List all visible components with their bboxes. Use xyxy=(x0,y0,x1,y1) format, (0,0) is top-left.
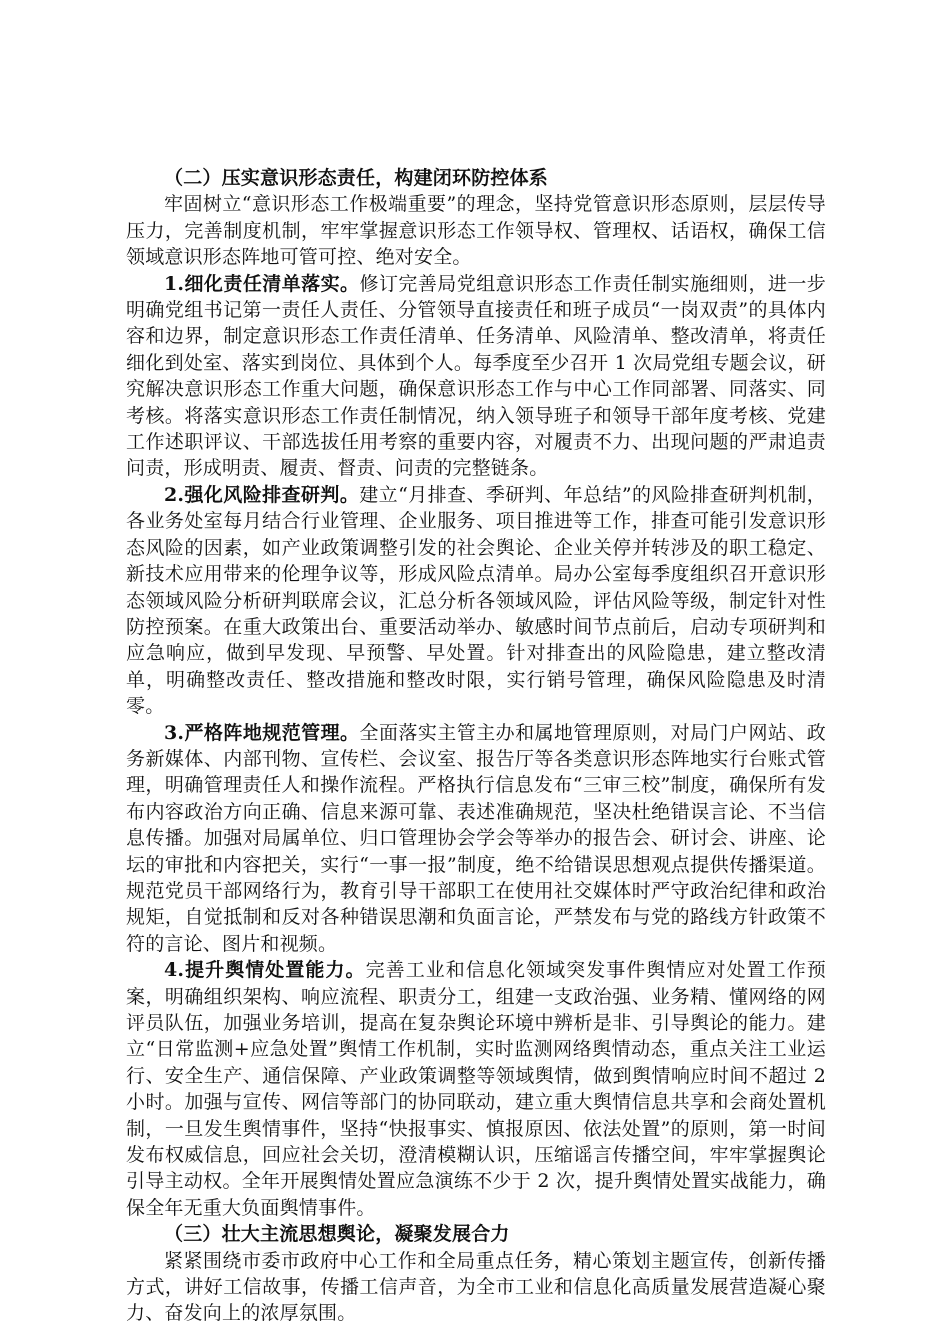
section-3-intro: 紧紧围绕市委市政府中心工作和全局重点任务，精心策划主题宣传，创新传播方式，讲好工信故事，传播工信声音，为全市工业和信息化高质量发展营造凝心聚力、奋发向上的浓厚氛围。 xyxy=(126,1249,826,1325)
item-4-paragraph xyxy=(126,957,826,1221)
item-3-lead: 3.严格阵地规范管理。 xyxy=(164,721,360,744)
section-2-intro: 牢固树立“意识形态工作极端重要”的理念，坚持党管意识形态原则，层层传导压力，完善制度机制，牢牢掌握意识形态工作领导权、管理权、话语权，确保工信领域意识形态阵地可管可控、绝对安全。 xyxy=(126,193,826,269)
item-4-body: 完善工业和信息化领域突发事件舆情应对处置工作预案，明确组织架构、响应流程、职责分工，组建一支政治强、业务精、懂网络的网评员队伍，加强业务培训，提高在复杂舆论环境中辨析是非、引导舆论的能力。建立“日常监测+应急处置”舆情工作机制，实时监测网络舆情动态，重点关注工业运行、安全生产、通信保障、产业政策调整等领域舆情，做到舆情响应时间不超过 2 小时。加强与宣传、网信等部门的协同联动，建立重大舆情信息共享和会商处置机制，一旦发生舆情事件，坚持“快报事实、慎报原因、依法处置”的原则，第一时间发布权威信息，回应社会关切，澄清模糊认识，压缩谣言传播空间，牢牢掌握舆论引导主动权。全年开展舆情处置应急演练不少于 2 次，提升舆情处置实战能力，确保全年无重大负面舆情事件。 xyxy=(126,959,826,1219)
document-body xyxy=(126,165,826,1327)
item-2-lead: 2.强化风险排查研判。 xyxy=(164,483,360,506)
item-2-paragraph xyxy=(126,482,826,720)
item-1-body: 修订完善局党组意识形态工作责任制实施细则，进一步明确党组书记第一责任人责任、分管领导直接责任和班子成员“一岗双责”的具体内容和边界，制定意识形态工作责任清单、任务清单、风险清单、整改清单，将责任细化到处室、落实到岗位、具体到个人。每季度至少召开 1 次局党组专题会议，研究解决意识形态工作重大问题，确保意识形态工作与中心工作同部署、同落实、同考核。将落实意识形态工作责任制情况，纳入领导班子和领导干部年度考核、党建工作述职评议、干部选拔任用考察的重要内容，对履责不力、出现问题的严肃追责问责，形成明责、履责、督责、问责的完整链条。 xyxy=(126,272,826,480)
item-2-body: 建立“月排查、季研判、年总结”的风险排查研判机制，各业务处室每月结合行业管理、企业服务、项目推进等工作，排查可能引发意识形态风险的因素，如产业政策调整引发的社会舆论、企业关停并转涉及的职工稳定、新技术应用带来的伦理争议等，形成风险点清单。局办公室每季度组织召开意识形态领域风险分析研判联席会议，汇总分析各领域风险，评估风险等级，制定针对性防控预案。在重大政策出台、重要活动举办、敏感时间节点前后，启动专项研判和应急响应，做到早发现、早预警、早处置。针对排查出的风险隐患，建立整改清单，明确整改责任、整改措施和整改时限，实行销号管理，确保风险隐患及时清零。 xyxy=(126,483,826,718)
item-1-paragraph xyxy=(126,271,826,482)
item-3-paragraph xyxy=(126,720,826,958)
item-1-lead: 1.细化责任清单落实。 xyxy=(164,272,360,295)
item-3-body: 全面落实主管主办和属地管理原则，对局门户网站、政务新媒体、内部刊物、宣传栏、会议室、报告厅等各类意识形态阵地实行台账式管理，明确管理责任人和操作流程。严格执行信息发布“三审三校”制度，确保所有发布内容政治方向正确、信息来源可靠、表述准确规范，坚决杜绝错误言论、不当信息传播。加强对局属单位、归口管理协会学会等举办的报告会、研讨会、讲座、论坛的审批和内容把关，实行“一事一报”制度，绝不给错误思想观点提供传播渠道。规范党员干部网络行为，教育引导干部职工在使用社交媒体时严守政治纪律和政治规矩，自觉抵制和反对各种错误思潮和负面言论，严禁发布与党的路线方针政策不符的言论、图片和视频。 xyxy=(126,721,826,955)
section-heading-3: （三）壮大主流思想舆论，凝聚发展合力 xyxy=(164,1223,510,1246)
section-heading-2: （二）压实意识形态责任，构建闭环防控体系 xyxy=(164,167,549,189)
item-4-lead: 4.提升舆情处置能力。 xyxy=(164,959,366,982)
